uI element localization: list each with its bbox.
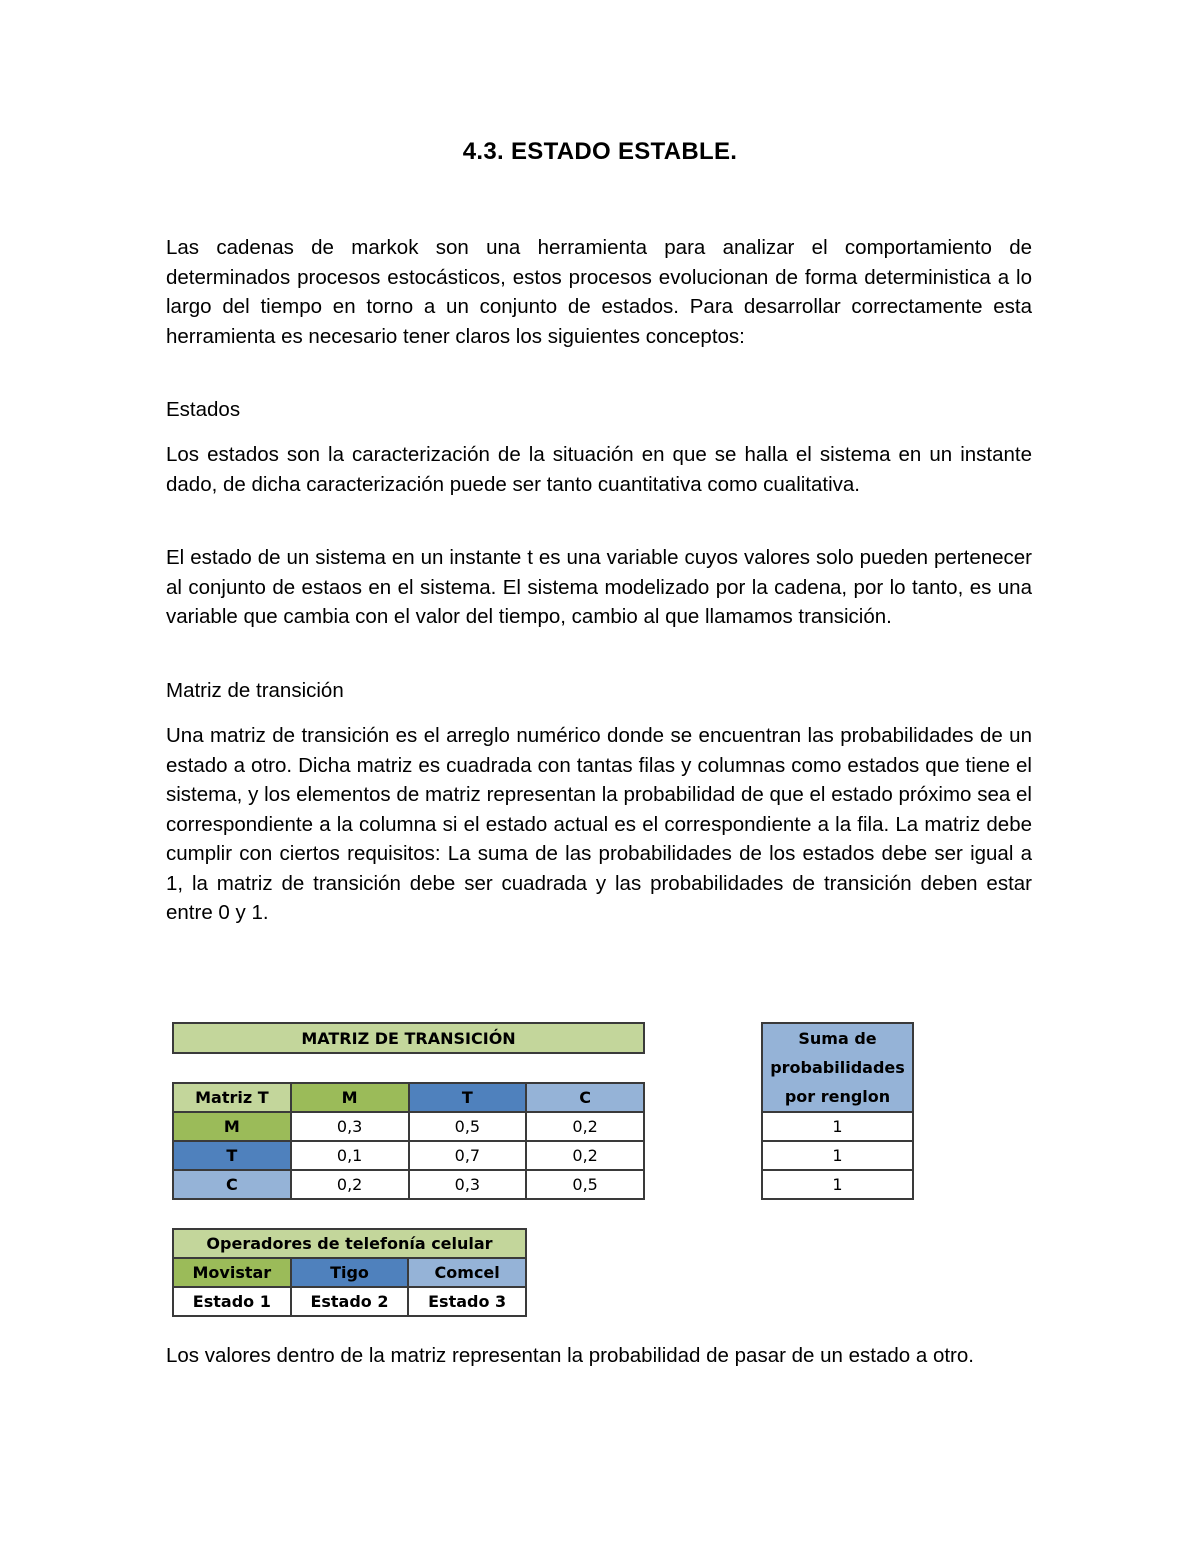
matrix-title: MATRIZ DE TRANSICIÓN — [173, 1023, 644, 1053]
matrix-cell: 0,2 — [526, 1141, 644, 1170]
row-sum-value: 1 — [762, 1141, 913, 1170]
matrix-cell: 0,1 — [291, 1141, 409, 1170]
operator-name: Movistar — [173, 1258, 291, 1287]
estados-heading: Estados — [166, 398, 241, 421]
matrix-cell: 0,2 — [526, 1112, 644, 1141]
matrix-cell: 0,3 — [409, 1170, 527, 1199]
closing-paragraph: Los valores dentro de la matriz representan la probabilidad de pasar de un estado a otro. — [166, 1344, 974, 1367]
matrix-col-header: C — [526, 1083, 644, 1112]
operator-name: Tigo — [291, 1258, 409, 1287]
row-sum-value: 1 — [762, 1170, 913, 1199]
operators-title: Operadores de telefonía celular — [173, 1229, 526, 1258]
matrix-row-header: C — [173, 1170, 291, 1199]
matrix-cell: 0,5 — [526, 1170, 644, 1199]
transition-matrix-table — [172, 1082, 645, 1200]
operator-name: Comcel — [408, 1258, 526, 1287]
matrix-title-table — [172, 1022, 645, 1054]
matriz-paragraph: Una matriz de transición es el arreglo numérico donde se encuentran las probabilidades de un estado a otro. Dicha matriz es cuadrada con tantas filas y columnas como estados que tiene el sistema, y los elementos de matriz representan la probabilidad de que el estado próximo sea el correspondiente a la columna si el estado actual es el correspondiente a la fila. La matriz debe cumplir con ciertos requisitos: La suma de las probabilidades de los estados debe ser igual a 1, la matriz de transición debe ser cuadrada y las probabilidades de transición deben estar entre 0 y 1. — [166, 724, 1032, 924]
estados-paragraph-1: Los estados son la caracterización de la situación en que se halla el sistema en un instante dado, de dicha caracterización puede ser tanto cuantitativa como cualitativa. — [166, 443, 1032, 496]
operators-table — [172, 1228, 527, 1317]
matrix-row-header: T — [173, 1141, 291, 1170]
matrix-cell: 0,7 — [409, 1141, 527, 1170]
row-sum-value: 1 — [762, 1112, 913, 1141]
matriz-heading: Matriz de transición — [166, 679, 344, 702]
operator-state: Estado 3 — [408, 1287, 526, 1316]
row-sum-header-line-2: probabilidades — [770, 1058, 905, 1077]
operator-state: Estado 2 — [291, 1287, 409, 1316]
matrix-cell: 0,3 — [291, 1112, 409, 1141]
intro-paragraph: Las cadenas de markok son una herramienta para analizar el comportamiento de determinados procesos estocásticos, estos procesos evolucionan de forma deterministica a lo largo del tiempo en torno a un conjunto de estados. Para desarrollar correctamente esta herramienta es necesario tener claros los siguientes conceptos: — [166, 236, 1032, 348]
matrix-cell: 0,2 — [291, 1170, 409, 1199]
estados-paragraph-2: El estado de un sistema en un instante t es una variable cuyos valores solo pueden pertenecer al conjunto de estaos en el sistema. El sistema modelizado por la cadena, por lo tanto, es una variable que cambia con el valor del tiempo, cambio al que llamamos transición. — [166, 546, 1032, 628]
row-sum-header-line-3: por renglon — [784, 1087, 891, 1106]
matrix-corner: Matriz T — [173, 1083, 291, 1112]
matrix-col-header: T — [409, 1083, 527, 1112]
matrix-col-header: M — [291, 1083, 409, 1112]
matrix-cell: 0,5 — [409, 1112, 527, 1141]
row-sum-header — [762, 1023, 913, 1112]
row-sum-header-line-1: Suma de — [798, 1029, 877, 1048]
operator-state: Estado 1 — [173, 1287, 291, 1316]
matrix-row-header: M — [173, 1112, 291, 1141]
page-title: 4.3. ESTADO ESTABLE. — [462, 138, 738, 165]
row-sum-table — [761, 1022, 914, 1200]
